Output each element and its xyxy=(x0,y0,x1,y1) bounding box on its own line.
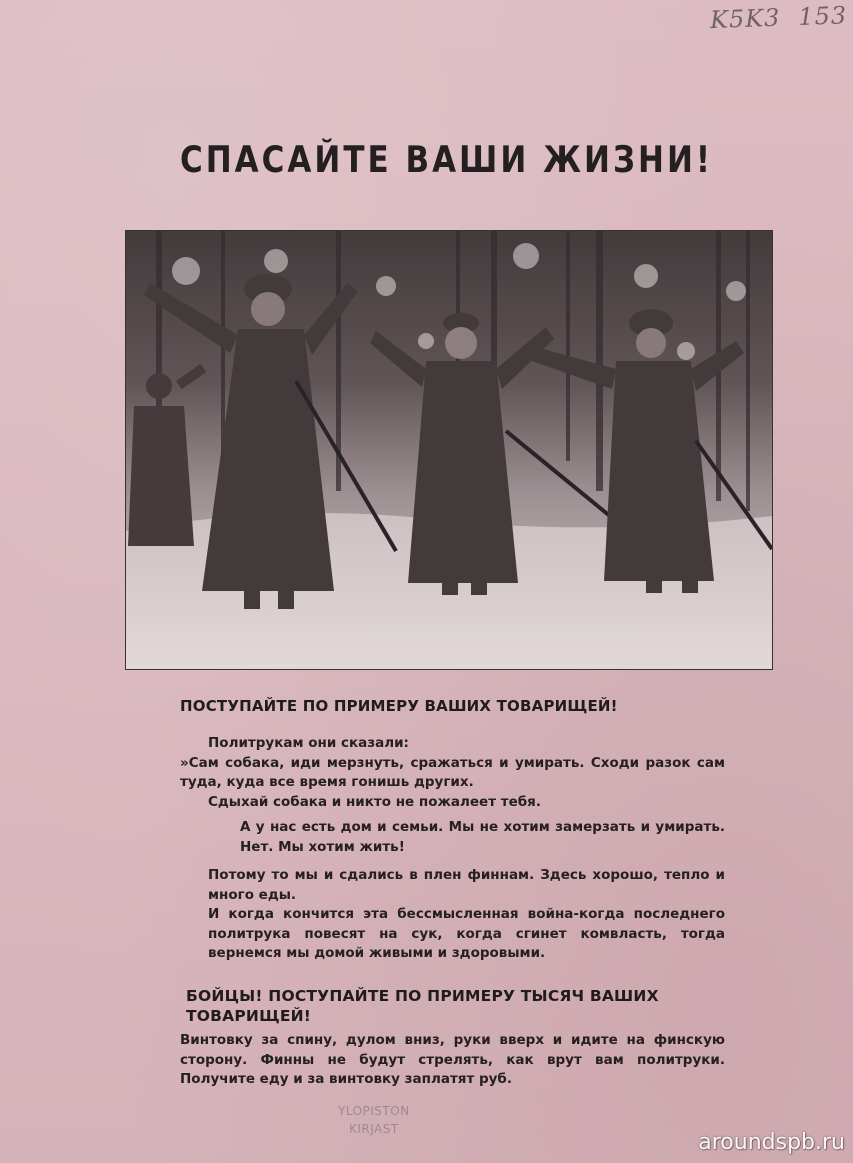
paragraph-politruks xyxy=(180,734,725,812)
paragraph-line: Потому то мы и сдались в плен финнам. Здесь хорошо, тепло и много еды. xyxy=(208,867,725,903)
paragraph-we-want-to-live: А у нас есть дом и семьи. Мы не хотим замерзать и умирать. Нет. Мы хотим жить! xyxy=(240,819,725,855)
paragraph-line: »Сам собака, иди мерзнуть, сражаться и умирать. Сходи разок сам туда, куда все время гонишь других. xyxy=(180,754,725,790)
paragraph-surrendered xyxy=(180,866,725,964)
stamp-line: YLOPISTON xyxy=(338,1104,410,1118)
leaflet-title: СПАСАЙТЕ ВАШИ ЖИЗНИ! xyxy=(179,138,714,182)
library-stamp xyxy=(338,1102,410,1138)
paragraph-line: И когда кончится эта бессмысленная война-когда последнего политрука повесят на сук, когда сгинет комвласть, тогда вернемся мы домой живыми и здоровыми. xyxy=(208,906,725,961)
archive-number: 153 xyxy=(797,1,848,31)
paragraph-instructions: Винтовку за спину, дулом вниз, руки вверх и идите на финскую сторону. Финны не будут стрелять, как врут вам политруки. Получите еду и за винтовку заплатят руб. xyxy=(180,1032,725,1087)
archive-code: K5K3 xyxy=(709,3,781,35)
archive-handwritten-mark xyxy=(691,1,847,34)
paragraph-line: Политрукам они сказали: xyxy=(208,735,409,751)
site-watermark: aroundspb.ru xyxy=(698,1130,845,1155)
stamp-line: KIRJAST xyxy=(348,1122,399,1136)
soldiers-surrender-photo xyxy=(125,230,773,670)
heading-soldiers: БОЙЦЫ! ПОСТУПАЙТЕ ПО ПРИМЕРУ ТЫСЯЧ ВАШИХ ТОВАРИЩЕЙ! xyxy=(186,987,659,1025)
paragraph-line: Сдыхай собака и никто не пожалеет тебя. xyxy=(208,793,541,810)
heading-follow-comrades: ПОСТУПАЙТЕ ПО ПРИМЕРУ ВАШИХ ТОВАРИЩЕЙ! xyxy=(180,697,618,715)
